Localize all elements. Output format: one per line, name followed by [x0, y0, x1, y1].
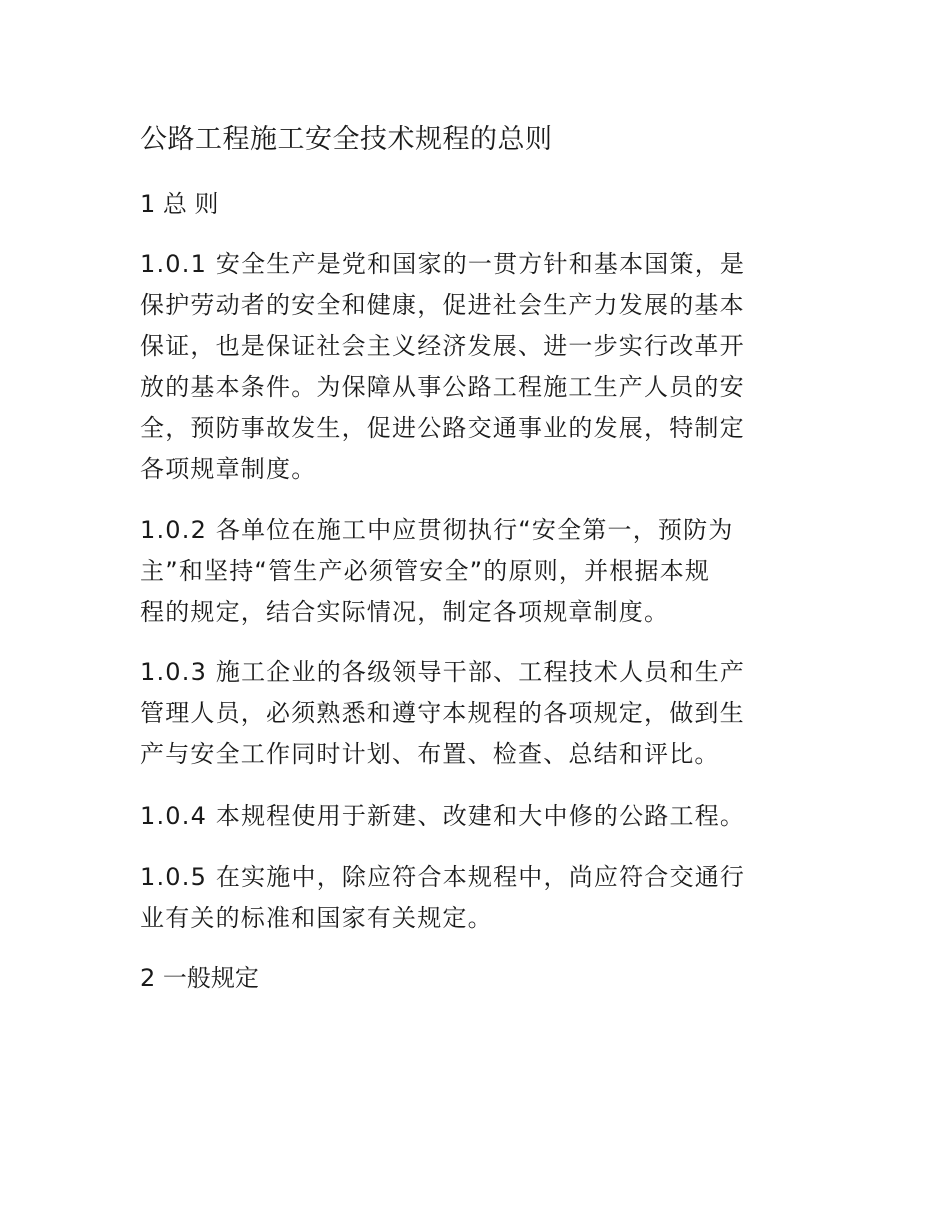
paragraph-1-0-3 — [140, 652, 812, 775]
paragraph-line: 主”和坚持“管生产必须管安全”的原则，并根据本规 — [140, 557, 711, 585]
paragraph-1-0-4 — [140, 796, 812, 837]
section-heading-general-provisions: 2 一般规定 — [140, 964, 259, 992]
paragraph-line: 1.0.3 施工企业的各级领导干部、工程技术人员和生产 — [140, 658, 746, 686]
page-title: 公路工程施工安全技术规程的总则 — [140, 124, 553, 155]
paragraph-line: 1.0.5 在实施中，除应符合本规程中，尚应符合交通行 — [140, 863, 746, 891]
paragraph-line: 1.0.4 本规程使用于新建、改建和大中修的公路工程。 — [140, 802, 746, 830]
paragraph-line: 保护劳动者的安全和健康，促进社会生产力发展的基本 — [140, 291, 745, 319]
paragraph-line: 管理人员，必须熟悉和遵守本规程的各项规定，做到生 — [140, 699, 745, 727]
paragraph-1-0-1 — [140, 244, 812, 490]
paragraph-line: 放的基本条件。为保障从事公路工程施工生产人员的安 — [140, 373, 745, 401]
paragraph-line: 业有关的标准和国家有关规定。 — [140, 904, 493, 932]
paragraph-1-0-5 — [140, 857, 812, 939]
paragraph-1-0-2 — [140, 510, 812, 633]
paragraph-line: 1.0.2 各单位在施工中应贯彻执行“安全第一，预防为 — [140, 516, 734, 544]
paragraph-line: 1.0.1 安全生产是党和国家的一贯方针和基本国策，是 — [140, 250, 746, 278]
paragraph-line: 各项规章制度。 — [140, 455, 317, 483]
paragraph-line: 产与安全工作同时计划、布置、检查、总结和评比。 — [140, 740, 720, 768]
paragraph-line: 全，预防事故发生，促进公路交通事业的发展，特制定 — [140, 414, 745, 442]
paragraph-line: 程的规定，结合实际情况，制定各项规章制度。 — [140, 598, 670, 626]
paragraph-line: 保证，也是保证社会主义经济发展、进一步实行改革开 — [140, 332, 745, 360]
section-heading-general: 1 总 则 — [140, 190, 219, 218]
